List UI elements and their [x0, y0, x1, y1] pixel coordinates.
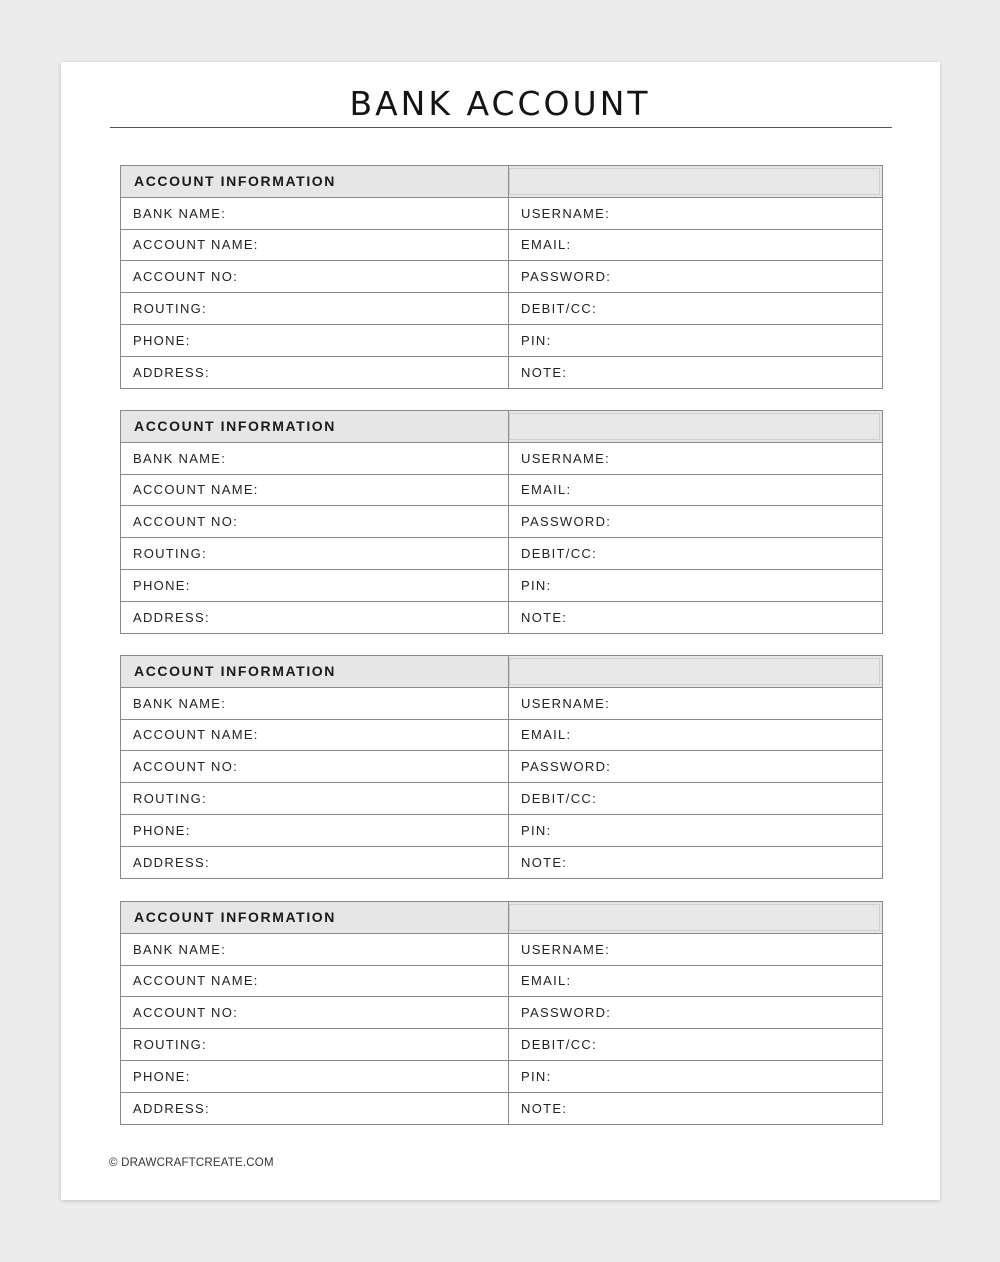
field-label-right: PIN:: [521, 822, 552, 838]
table-row: [121, 966, 882, 998]
field-label-right: USERNAME:: [521, 450, 610, 466]
field-label-left: ROUTING:: [121, 783, 509, 814]
field-label-left: ACCOUNT NAME:: [121, 966, 509, 997]
field-label-left: PHONE:: [121, 325, 509, 356]
field-label-right: DEBIT/CC:: [521, 790, 597, 806]
field-label-left: ADDRESS:: [121, 602, 509, 634]
field-label-left: ADDRESS:: [121, 1093, 509, 1125]
table-row: [121, 688, 882, 720]
table-row: [121, 325, 882, 357]
table-header-row: [121, 902, 882, 934]
field-label-right: PASSWORD:: [521, 269, 612, 285]
field-label-right: PIN:: [521, 577, 552, 593]
table-header-row: [121, 656, 882, 688]
field-label-left: PHONE:: [121, 815, 509, 846]
field-label-left: PHONE:: [121, 570, 509, 601]
table-row: [121, 538, 882, 570]
table-header-row: [121, 166, 882, 198]
section-heading: ACCOUNT INFORMATION: [121, 411, 509, 442]
section-heading: ACCOUNT INFORMATION: [121, 656, 509, 687]
field-label-left: BANK NAME:: [121, 934, 509, 965]
header-blank-cell: [509, 904, 880, 931]
table-row: [121, 783, 882, 815]
table-row: [121, 293, 882, 325]
header-blank-cell: [509, 168, 880, 195]
field-label-left: ROUTING:: [121, 538, 509, 569]
field-label-left: ADDRESS:: [121, 357, 509, 389]
table-row: [121, 506, 882, 538]
field-label-right: USERNAME:: [521, 941, 610, 957]
table-row: [121, 934, 882, 966]
field-label-left: ACCOUNT NO:: [121, 751, 509, 782]
table-row: [121, 997, 882, 1029]
field-label-right: PASSWORD:: [521, 759, 612, 775]
field-label-right: DEBIT/CC:: [521, 300, 597, 316]
field-label-right: USERNAME:: [521, 205, 610, 221]
field-label-left: BANK NAME:: [121, 443, 509, 474]
field-label-right: EMAIL:: [521, 973, 572, 989]
table-row: [121, 1029, 882, 1061]
field-label-left: PHONE:: [121, 1061, 509, 1092]
table-row: [121, 198, 882, 230]
field-label-left: ACCOUNT NO:: [121, 261, 509, 292]
section-heading: ACCOUNT INFORMATION: [121, 166, 509, 197]
field-label-left: ROUTING:: [121, 1029, 509, 1060]
field-label-right: PASSWORD:: [521, 514, 612, 530]
account-information-table: [120, 901, 883, 1125]
field-label-left: ACCOUNT NO:: [121, 506, 509, 537]
field-label-right: NOTE:: [521, 609, 568, 625]
account-information-table: [120, 410, 883, 634]
field-label-right: NOTE:: [521, 854, 568, 870]
table-row: [121, 602, 882, 634]
field-label-right: EMAIL:: [521, 237, 572, 253]
table-row: [121, 815, 882, 847]
copyright-footer: © DRAWCRAFTCREATE.COM: [109, 1157, 274, 1169]
table-row: [121, 1093, 882, 1125]
table-row: [121, 847, 882, 879]
account-information-table: [120, 165, 883, 389]
field-label-left: ADDRESS:: [121, 847, 509, 879]
table-row: [121, 475, 882, 507]
header-blank-cell: [509, 413, 880, 440]
table-row: [121, 720, 882, 752]
field-label-right: DEBIT/CC:: [521, 545, 597, 561]
field-label-right: NOTE:: [521, 1100, 568, 1116]
table-row: [121, 570, 882, 602]
field-label-right: PIN:: [521, 1068, 552, 1084]
field-label-right: PASSWORD:: [521, 1005, 612, 1021]
account-information-table: [120, 655, 883, 879]
field-label-left: ACCOUNT NAME:: [121, 475, 509, 506]
field-label-right: PIN:: [521, 332, 552, 348]
table-row: [121, 261, 882, 293]
section-heading: ACCOUNT INFORMATION: [121, 902, 509, 933]
table-row: [121, 443, 882, 475]
table-row: [121, 230, 882, 262]
field-label-left: ACCOUNT NO:: [121, 997, 509, 1028]
field-label-right: USERNAME:: [521, 695, 610, 711]
field-label-left: ACCOUNT NAME:: [121, 720, 509, 751]
table-row: [121, 751, 882, 783]
field-label-left: ACCOUNT NAME:: [121, 230, 509, 261]
field-label-right: EMAIL:: [521, 727, 572, 743]
table-header-row: [121, 411, 882, 443]
field-label-right: DEBIT/CC:: [521, 1036, 597, 1052]
table-row: [121, 1061, 882, 1093]
field-label-right: EMAIL:: [521, 482, 572, 498]
field-label-left: BANK NAME:: [121, 688, 509, 719]
field-label-right: NOTE:: [521, 364, 568, 380]
header-blank-cell: [509, 658, 880, 685]
page-title: BANK ACCOUNT: [349, 84, 651, 123]
title-divider: [110, 127, 892, 128]
field-label-left: ROUTING:: [121, 293, 509, 324]
field-label-left: BANK NAME:: [121, 198, 509, 229]
table-row: [121, 357, 882, 389]
